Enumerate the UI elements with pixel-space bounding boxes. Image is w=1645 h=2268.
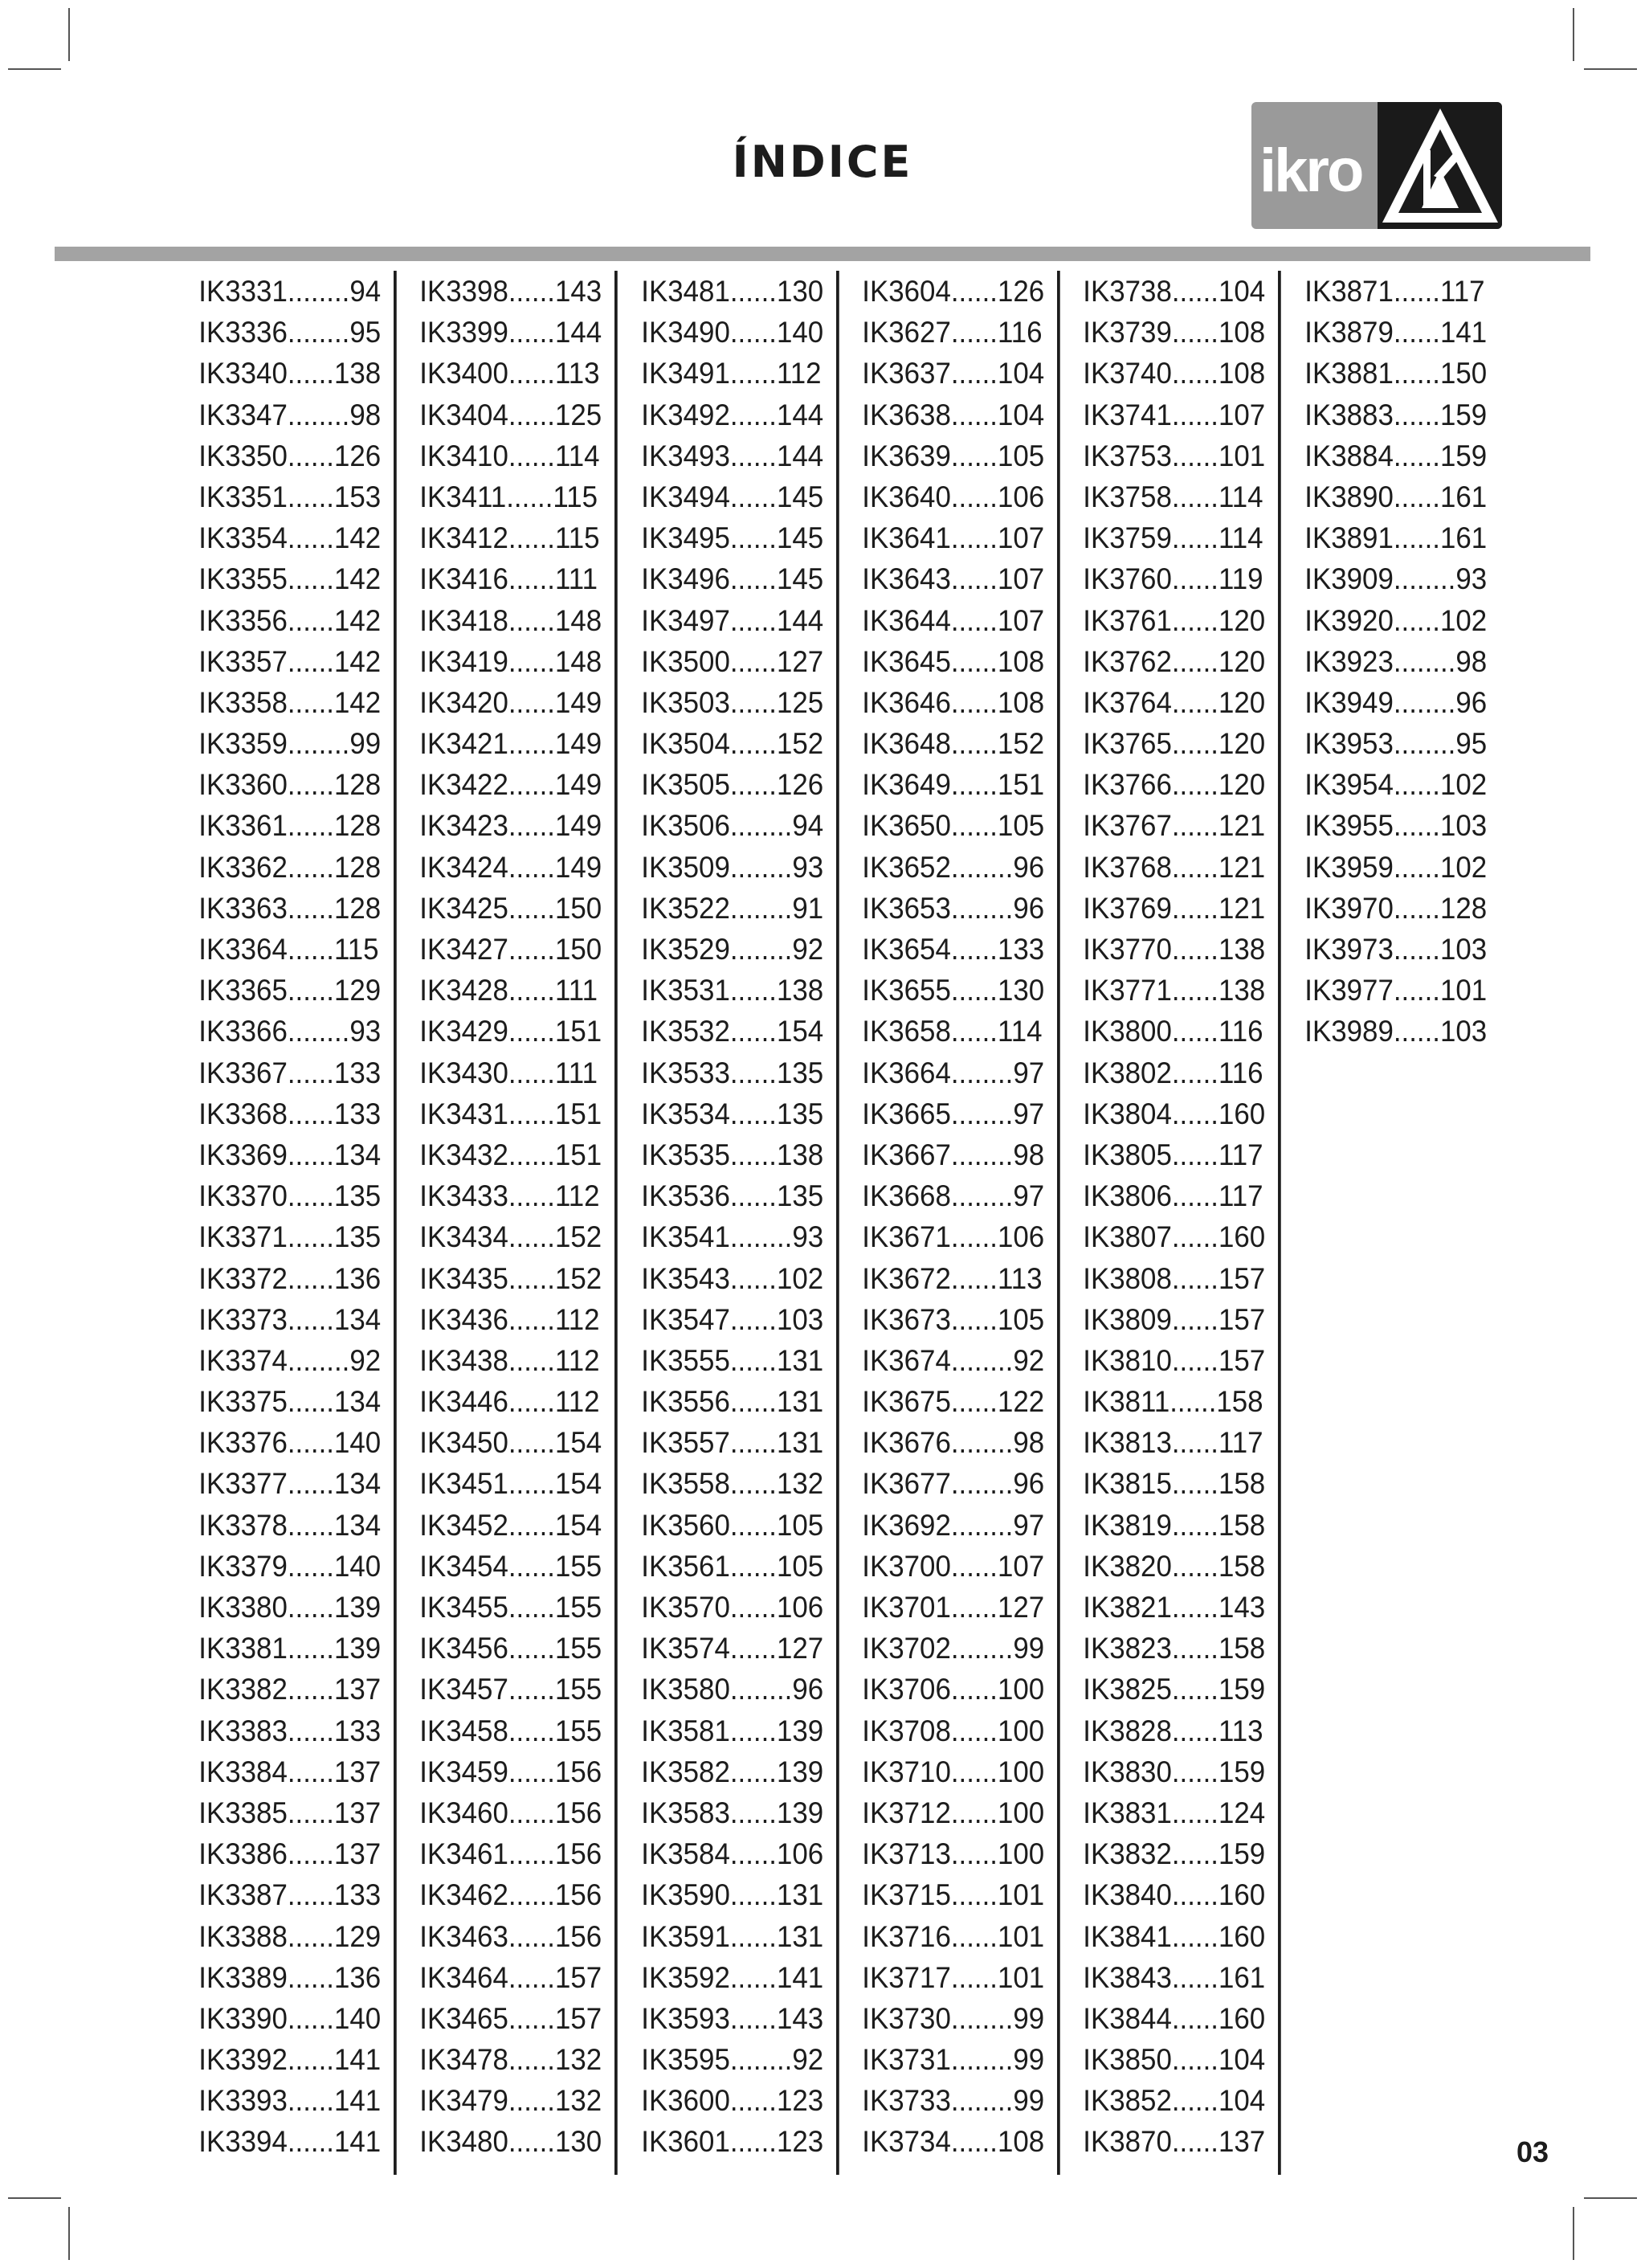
- index-entry: IK3753......101: [1083, 438, 1266, 472]
- index-entry: IK3949........96: [1304, 684, 1487, 719]
- index-entry: IK3770......138: [1083, 932, 1266, 966]
- product-index: [191, 271, 1518, 2175]
- index-entry: IK3543......102: [640, 1261, 823, 1295]
- index-entry: IK3760......119: [1083, 562, 1263, 596]
- index-entry: IK3557......131: [640, 1425, 823, 1460]
- index-entry: IK3637......104: [862, 356, 1045, 390]
- index-entry: IK3529........92: [640, 932, 823, 966]
- index-entry: IK3843......161: [1083, 1959, 1266, 1994]
- index-entry: IK3357......142: [198, 644, 382, 678]
- index-entry: IK3646......108: [862, 684, 1045, 719]
- index-entry: IK3366........93: [198, 1014, 382, 1048]
- index-entry: IK3558......132: [640, 1466, 823, 1501]
- index-entry: IK3821......143: [1083, 1590, 1266, 1624]
- index-entry: IK3583......139: [640, 1795, 823, 1829]
- index-entry: IK3379......140: [198, 1548, 382, 1583]
- index-entry: IK3419......148: [419, 644, 602, 678]
- index-entry: IK3411......115: [419, 479, 598, 513]
- index-entry: IK3375......134: [198, 1384, 382, 1419]
- index-entry: IK3601......123: [640, 2124, 823, 2159]
- index-entry: IK3478......132: [419, 2042, 602, 2077]
- index-entry: IK3840......160: [1083, 1878, 1266, 1912]
- index-entry: IK3710......100: [862, 1754, 1045, 1788]
- index-entry: IK3668........97: [862, 1179, 1045, 1213]
- index-entry: IK3832......159: [1083, 1837, 1266, 1871]
- index-entry: IK3363......128: [198, 890, 382, 925]
- index-entry: IK3819......158: [1083, 1507, 1266, 1542]
- index-entry: IK3715......101: [862, 1878, 1045, 1912]
- index-entry: IK3804......160: [1083, 1096, 1266, 1130]
- index-entry: IK3844......160: [1083, 2000, 1266, 2035]
- index-entry: IK3665........97: [862, 1096, 1045, 1130]
- index-entry: IK3740......108: [1083, 356, 1266, 390]
- index-entry: IK3768......121: [1083, 849, 1266, 884]
- index-entry: IK3809......157: [1083, 1302, 1266, 1336]
- index-column: [1297, 271, 1503, 2175]
- index-entry: IK3424......149: [419, 849, 602, 884]
- index-entry: IK3373......134: [198, 1302, 382, 1336]
- index-entry: IK3382......137: [198, 1672, 382, 1706]
- index-entry: IK3815......158: [1083, 1466, 1266, 1501]
- index-entry: IK3640......106: [862, 479, 1045, 513]
- index-entry: IK3759......114: [1083, 521, 1263, 555]
- index-entry: IK3385......137: [198, 1795, 382, 1829]
- index-entry: IK3561......105: [640, 1548, 823, 1583]
- index-entry: IK3433......112: [419, 1179, 600, 1213]
- index-entry: IK3387......133: [198, 1878, 382, 1912]
- index-entry: IK3560......105: [640, 1507, 823, 1542]
- index-entry: IK3505......126: [640, 767, 823, 802]
- index-entry: IK3533......135: [640, 1055, 823, 1089]
- index-entry: IK3534......135: [640, 1096, 823, 1130]
- index-entry: IK3881......150: [1304, 356, 1487, 390]
- index-entry: IK3655......130: [862, 973, 1045, 1007]
- index-entry: IK3547......103: [640, 1302, 823, 1336]
- crop-mark: [1584, 68, 1637, 70]
- index-entry: IK3653........96: [862, 890, 1045, 925]
- index-entry: IK3354......142: [198, 521, 382, 555]
- index-entry: IK3883......159: [1304, 397, 1487, 431]
- brand-name: ikro: [1259, 137, 1362, 205]
- index-entry: IK3700......107: [862, 1548, 1045, 1583]
- index-entry: IK3954......102: [1304, 767, 1487, 802]
- index-entry: IK3398......143: [419, 274, 602, 308]
- index-entry: IK3347........98: [198, 397, 382, 431]
- index-entry: IK3374........92: [198, 1342, 382, 1377]
- crop-mark: [68, 2207, 70, 2260]
- index-entry: IK3556......131: [640, 1384, 823, 1419]
- index-entry: IK3351......153: [198, 479, 382, 513]
- index-column: [634, 271, 839, 2175]
- index-entry: IK3438......112: [419, 1342, 600, 1377]
- index-entry: IK3645......108: [862, 644, 1045, 678]
- index-entry: IK3761......120: [1083, 603, 1266, 637]
- index-entry: IK3672......113: [862, 1261, 1043, 1295]
- index-entry: IK3331........94: [198, 274, 382, 308]
- index-entry: IK3639......105: [862, 438, 1045, 472]
- index-entry: IK3890......161: [1304, 479, 1487, 513]
- index-entry: IK3436......112: [419, 1302, 600, 1336]
- index-entry: IK3460......156: [419, 1795, 602, 1829]
- index-entry: IK3361......128: [198, 808, 382, 843]
- index-entry: IK3434......152: [419, 1220, 602, 1254]
- index-entry: IK3458......155: [419, 1713, 602, 1747]
- index-entry: IK3771......138: [1083, 973, 1266, 1007]
- index-entry: IK3420......149: [419, 684, 602, 719]
- index-entry: IK3641......107: [862, 521, 1045, 555]
- index-entry: IK3555......131: [640, 1342, 823, 1377]
- index-entry: IK3392......141: [198, 2042, 382, 2077]
- index-entry: IK3496......145: [640, 562, 823, 596]
- index-entry: IK3762......120: [1083, 644, 1266, 678]
- index-entry: IK3497......144: [640, 603, 823, 637]
- index-entry: IK3454......155: [419, 1548, 602, 1583]
- index-entry: IK3831......124: [1083, 1795, 1266, 1829]
- index-entry: IK3592......141: [640, 1959, 823, 1994]
- index-entry: IK3973......103: [1304, 932, 1487, 966]
- brand-logo: [1251, 102, 1502, 229]
- index-entry: IK3593......143: [640, 2000, 823, 2035]
- crop-mark: [1584, 2197, 1637, 2199]
- index-entry: IK3654......133: [862, 932, 1045, 966]
- crop-mark: [1573, 8, 1574, 61]
- index-entry: IK3536......135: [640, 1179, 823, 1213]
- index-entry: IK3649......151: [862, 767, 1045, 802]
- index-entry: IK3491......112: [640, 356, 822, 390]
- index-entry: IK3365......129: [198, 973, 382, 1007]
- index-entry: IK3806......117: [1083, 1179, 1263, 1213]
- index-entry: IK3541........93: [640, 1220, 823, 1254]
- index-entry: IK3574......127: [640, 1631, 823, 1665]
- index-entry: IK3492......144: [640, 397, 823, 431]
- index-entry: IK3712......100: [862, 1795, 1045, 1829]
- index-entry: IK3701......127: [862, 1590, 1045, 1624]
- index-entry: IK3336........95: [198, 315, 382, 349]
- index-entry: IK3802......116: [1083, 1055, 1263, 1089]
- index-entry: IK3591......131: [640, 1919, 823, 1953]
- index-entry: IK3920......102: [1304, 603, 1487, 637]
- index-entry: IK3463......156: [419, 1919, 602, 1953]
- index-entry: IK3764......120: [1083, 684, 1266, 719]
- index-entry: IK3810......157: [1083, 1342, 1266, 1377]
- crop-mark: [68, 8, 70, 61]
- index-entry: IK3412......115: [419, 521, 600, 555]
- index-entry: IK3423......149: [419, 808, 602, 843]
- index-entry: IK3399......144: [419, 315, 602, 349]
- index-entry: IK3383......133: [198, 1713, 382, 1747]
- index-entry: IK3531......138: [640, 973, 823, 1007]
- index-entry: IK3461......156: [419, 1837, 602, 1871]
- index-entry: IK3446......112: [419, 1384, 600, 1419]
- index-entry: IK3389......136: [198, 1959, 382, 1994]
- index-entry: IK3808......157: [1083, 1261, 1266, 1295]
- index-entry: IK3465......157: [419, 2000, 602, 2035]
- index-entry: IK3404......125: [419, 397, 602, 431]
- index-entry: IK3418......148: [419, 603, 602, 637]
- index-entry: IK3429......151: [419, 1014, 602, 1048]
- index-entry: IK3673......105: [862, 1302, 1045, 1336]
- index-entry: IK3650......105: [862, 808, 1045, 843]
- index-entry: IK3953........95: [1304, 726, 1487, 761]
- index-column: [191, 271, 397, 2175]
- index-entry: IK3766......120: [1083, 767, 1266, 802]
- index-entry: IK3450......154: [419, 1425, 602, 1460]
- index-entry: IK3717......101: [862, 1959, 1045, 1994]
- index-entry: IK3400......113: [419, 356, 600, 390]
- index-entry: IK3600......123: [640, 2083, 823, 2118]
- index-entry: IK3708......100: [862, 1713, 1045, 1747]
- index-entry: IK3371......135: [198, 1220, 382, 1254]
- index-entry: IK3580........96: [640, 1672, 823, 1706]
- index-entry: IK3388......129: [198, 1919, 382, 1953]
- index-entry: IK3381......139: [198, 1631, 382, 1665]
- index-entry: IK3738......104: [1083, 274, 1266, 308]
- index-entry: IK3739......108: [1083, 315, 1266, 349]
- index-entry: IK3481......130: [640, 274, 823, 308]
- index-entry: IK3823......158: [1083, 1631, 1266, 1665]
- index-entry: IK3581......139: [640, 1713, 823, 1747]
- index-entry: IK3811......158: [1083, 1384, 1263, 1419]
- index-entry: IK3830......159: [1083, 1754, 1266, 1788]
- index-entry: IK3422......149: [419, 767, 602, 802]
- index-entry: IK3841......160: [1083, 1919, 1266, 1953]
- header-divider: [55, 247, 1590, 261]
- index-entry: IK3494......145: [640, 479, 823, 513]
- index-entry: IK3644......107: [862, 603, 1045, 637]
- index-entry: IK3658......114: [862, 1014, 1043, 1048]
- index-entry: IK3355......142: [198, 562, 382, 596]
- index-entry: IK3767......121: [1083, 808, 1266, 843]
- index-entry: IK3431......151: [419, 1096, 602, 1130]
- index-entry: IK3479......132: [419, 2083, 602, 2118]
- index-column: [1076, 271, 1281, 2175]
- index-entry: IK3362......128: [198, 849, 382, 884]
- index-entry: IK3570......106: [640, 1590, 823, 1624]
- index-entry: IK3393......141: [198, 2083, 382, 2118]
- index-entry: IK3421......149: [419, 726, 602, 761]
- index-entry: IK3359........99: [198, 726, 382, 761]
- index-entry: IK3452......154: [419, 1507, 602, 1542]
- index-entry: IK3377......134: [198, 1466, 382, 1501]
- crop-mark: [1573, 2207, 1574, 2260]
- index-entry: IK3730........99: [862, 2000, 1045, 2035]
- index-entry: IK3805......117: [1083, 1137, 1263, 1171]
- index-entry: IK3428......111: [419, 973, 598, 1007]
- index-entry: IK3416......111: [419, 562, 598, 596]
- index-entry: IK3638......104: [862, 397, 1045, 431]
- index-column: [412, 271, 618, 2175]
- index-entry: IK3716......101: [862, 1919, 1045, 1953]
- index-entry: IK3674........92: [862, 1342, 1045, 1377]
- index-entry: IK3425......150: [419, 890, 602, 925]
- index-entry: IK3368......133: [198, 1096, 382, 1130]
- index-entry: IK3671......106: [862, 1220, 1045, 1254]
- page-number: 03: [1516, 2135, 1549, 2168]
- index-entry: IK3582......139: [640, 1754, 823, 1788]
- index-entry: IK3380......139: [198, 1590, 382, 1624]
- index-entry: IK3741......107: [1083, 397, 1266, 431]
- index-entry: IK3350......126: [198, 438, 382, 472]
- index-entry: IK3879......141: [1304, 315, 1487, 349]
- index-entry: IK3677........96: [862, 1466, 1045, 1501]
- index-entry: IK3850......104: [1083, 2042, 1266, 2077]
- index-entry: IK3384......137: [198, 1754, 382, 1788]
- index-entry: IK3702........99: [862, 1631, 1045, 1665]
- index-entry: IK3410......114: [419, 438, 600, 472]
- index-entry: IK3386......137: [198, 1837, 382, 1871]
- index-entry: IK3758......114: [1083, 479, 1263, 513]
- index-entry: IK3648......152: [862, 726, 1045, 761]
- index-entry: IK3692........97: [862, 1507, 1045, 1542]
- index-entry: IK3731........99: [862, 2042, 1045, 2077]
- index-entry: IK3870......137: [1083, 2124, 1266, 2159]
- index-entry: IK3828......113: [1083, 1713, 1263, 1747]
- index-entry: IK3800......116: [1083, 1014, 1263, 1048]
- index-entry: IK3504......152: [640, 726, 823, 761]
- index-entry: IK3364......115: [198, 932, 379, 966]
- index-entry: IK3459......156: [419, 1754, 602, 1788]
- index-entry: IK3664........97: [862, 1055, 1045, 1089]
- index-entry: IK3959......102: [1304, 849, 1487, 884]
- index-entry: IK3852......104: [1083, 2083, 1266, 2118]
- index-entry: IK3604......126: [862, 274, 1045, 308]
- index-entry: IK3733........99: [862, 2083, 1045, 2118]
- index-entry: IK3464......157: [419, 1959, 602, 1994]
- index-entry: IK3652........96: [862, 849, 1045, 884]
- index-entry: IK3378......134: [198, 1507, 382, 1542]
- index-entry: IK3493......144: [640, 438, 823, 472]
- index-entry: IK3430......111: [419, 1055, 598, 1089]
- brand-mark-icon: [1378, 102, 1502, 229]
- index-entry: IK3390......140: [198, 2000, 382, 2035]
- index-entry: IK3367......133: [198, 1055, 382, 1089]
- index-entry: IK3595........92: [640, 2042, 823, 2077]
- index-entry: IK3813......117: [1083, 1425, 1263, 1460]
- index-entry: IK3369......134: [198, 1137, 382, 1171]
- index-entry: IK3909........93: [1304, 562, 1487, 596]
- index-entry: IK3769......121: [1083, 890, 1266, 925]
- crop-mark: [8, 2197, 61, 2199]
- index-entry: IK3825......159: [1083, 1672, 1266, 1706]
- index-entry: IK3356......142: [198, 603, 382, 637]
- crop-mark: [8, 68, 61, 70]
- index-entry: IK3340......138: [198, 356, 382, 390]
- index-entry: IK3871......117: [1304, 274, 1485, 308]
- index-entry: IK3376......140: [198, 1425, 382, 1460]
- index-entry: IK3490......140: [640, 315, 823, 349]
- index-entry: IK3500......127: [640, 644, 823, 678]
- index-entry: IK3584......106: [640, 1837, 823, 1871]
- index-entry: IK3456......155: [419, 1631, 602, 1665]
- index-entry: IK3457......155: [419, 1672, 602, 1706]
- index-column: [855, 271, 1060, 2175]
- index-entry: IK3627......116: [862, 315, 1043, 349]
- index-entry: IK3532......154: [640, 1014, 823, 1048]
- index-entry: IK3734......108: [862, 2124, 1045, 2159]
- index-entry: IK3372......136: [198, 1261, 382, 1295]
- index-entry: IK3455......155: [419, 1590, 602, 1624]
- index-entry: IK3495......145: [640, 521, 823, 555]
- index-entry: IK3955......103: [1304, 808, 1487, 843]
- index-entry: IK3394......141: [198, 2124, 382, 2159]
- index-entry: IK3360......128: [198, 767, 382, 802]
- index-entry: IK3884......159: [1304, 438, 1487, 472]
- index-entry: IK3370......135: [198, 1179, 382, 1213]
- index-entry: IK3462......156: [419, 1878, 602, 1912]
- index-entry: IK3509........93: [640, 849, 823, 884]
- index-entry: IK3891......161: [1304, 521, 1487, 555]
- index-entry: IK3522........91: [640, 890, 823, 925]
- index-entry: IK3480......130: [419, 2124, 602, 2159]
- index-entry: IK3989......103: [1304, 1014, 1487, 1048]
- index-entry: IK3451......154: [419, 1466, 602, 1501]
- index-entry: IK3503......125: [640, 684, 823, 719]
- index-entry: IK3590......131: [640, 1878, 823, 1912]
- index-entry: IK3358......142: [198, 684, 382, 719]
- index-entry: IK3506........94: [640, 808, 823, 843]
- index-entry: IK3643......107: [862, 562, 1045, 596]
- index-entry: IK3977......101: [1304, 973, 1487, 1007]
- index-entry: IK3713......100: [862, 1837, 1045, 1871]
- index-entry: IK3432......151: [419, 1137, 602, 1171]
- index-entry: IK3427......150: [419, 932, 602, 966]
- index-entry: IK3535......138: [640, 1137, 823, 1171]
- index-entry: IK3667........98: [862, 1137, 1045, 1171]
- index-entry: IK3676........98: [862, 1425, 1045, 1460]
- index-entry: IK3765......120: [1083, 726, 1266, 761]
- index-entry: IK3820......158: [1083, 1548, 1266, 1583]
- index-entry: IK3807......160: [1083, 1220, 1266, 1254]
- page-title: ÍNDICE: [732, 137, 913, 187]
- index-entry: IK3706......100: [862, 1672, 1045, 1706]
- index-entry: IK3970......128: [1304, 890, 1487, 925]
- index-entry: IK3435......152: [419, 1261, 602, 1295]
- index-entry: IK3675......122: [862, 1384, 1045, 1419]
- index-entry: IK3923........98: [1304, 644, 1487, 678]
